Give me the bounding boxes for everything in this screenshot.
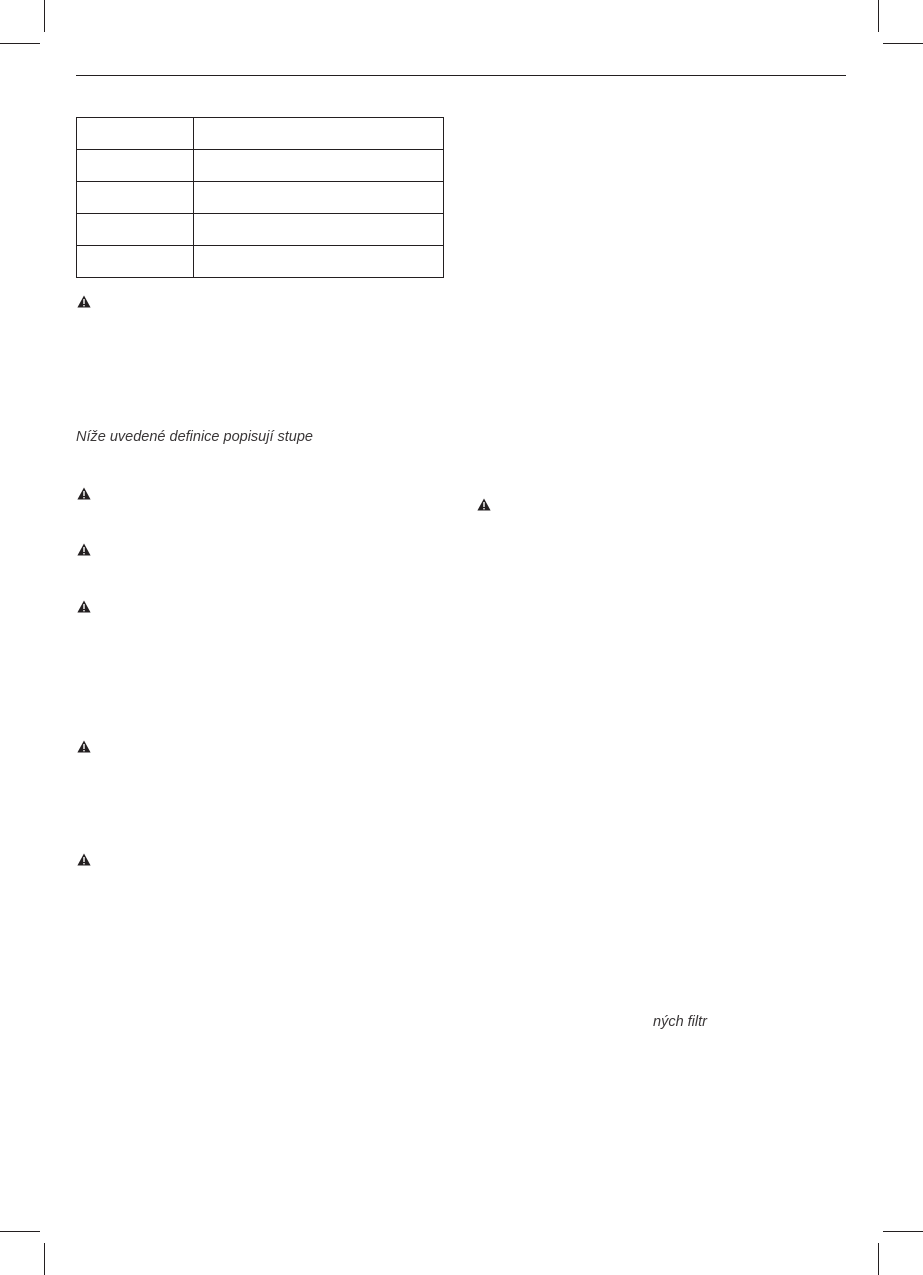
table-cell [77,118,194,150]
crop-mark-top-right-horizontal [883,43,923,44]
table-row [77,246,444,278]
warning-triangle-icon [77,853,91,866]
table-cell [77,246,194,278]
warning-triangle-icon [77,600,91,613]
warning-triangle-icon [77,487,91,500]
crop-mark-top-left-vertical [44,0,45,32]
warning-triangle-icon [77,543,91,556]
definitions-intro: Níže uvedené definice popisují stupe [76,429,313,445]
spec-table [76,117,444,278]
table-cell [194,150,444,182]
warning-triangle-icon [77,295,91,308]
table-cell [194,118,444,150]
crop-mark-bottom-right-horizontal [883,1231,923,1232]
table-cell [77,150,194,182]
table-cell [77,214,194,246]
crop-mark-top-left-horizontal [0,43,40,44]
table-cell [194,246,444,278]
warning-triangle-icon [77,740,91,753]
filter-text-fragment: ných filtr [653,1014,707,1030]
header-rule [76,75,846,76]
table-cell [194,214,444,246]
table-row [77,150,444,182]
warning-triangle-icon [477,498,491,511]
crop-mark-bottom-right-vertical [878,1243,879,1275]
table-row [77,214,444,246]
table-row [77,182,444,214]
table-cell [77,182,194,214]
crop-mark-bottom-left-horizontal [0,1231,40,1232]
crop-mark-top-right-vertical [878,0,879,32]
table-cell [194,182,444,214]
crop-mark-bottom-left-vertical [44,1243,45,1275]
table-row [77,118,444,150]
